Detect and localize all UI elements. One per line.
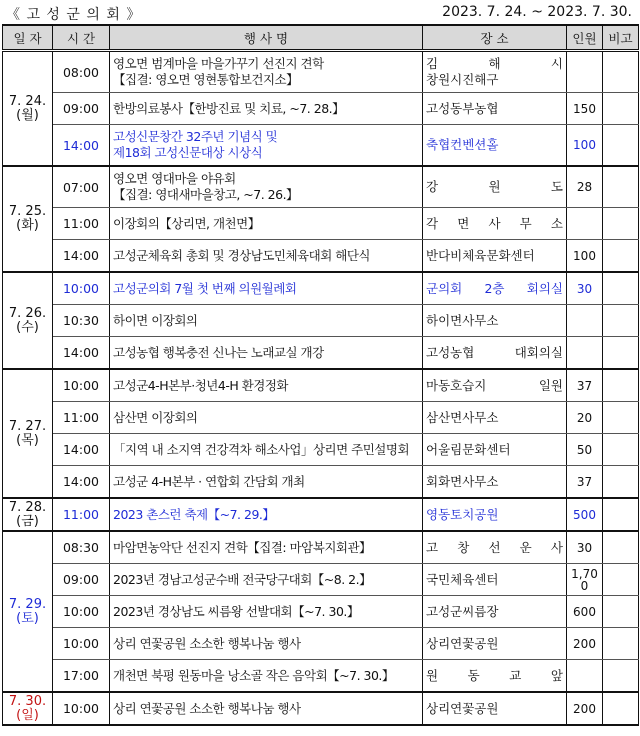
time-cell: 14:00 [53,434,110,466]
time-cell: 10:30 [53,305,110,337]
place-cell: 고성동부농협 [423,93,567,125]
event-name-cell: 고성군4-H본부·청년4-H 환경정화 [110,369,423,402]
schedule-period: 2023. 7. 24. ~ 2023. 7. 30. [442,4,632,20]
attendee-count-cell: 50 [567,434,603,466]
time-cell: 07:00 [53,166,110,208]
remarks-cell [603,660,639,693]
time-cell: 09:00 [53,564,110,596]
table-row [3,369,639,402]
time-cell: 10:00 [53,272,110,305]
event-name-cell: 고성군의회 7월 첫 번째 의원월례회 [110,272,423,305]
place-cell: 상리연꽃공원 [423,692,567,725]
event-name-cell: 고성신문창간 32주년 기념식 및 제18회 고성신문대상 시상식 [110,125,423,167]
time-cell: 10:00 [53,692,110,725]
place-cell: 마동호습지 일원 [423,369,567,402]
event-name-cell: 상리 연꽃공원 소소한 행복나눔 행사 [110,692,423,725]
remarks-cell [603,337,639,370]
date-label: 7. 29. [8,596,47,612]
event-name-cell: 2023 촌스런 축제【~7. 29.】 [110,498,423,531]
place-cell: 고성군씨름장 [423,596,567,628]
time-cell: 14:00 [53,466,110,499]
time-cell: 14:00 [53,337,110,370]
remarks-cell [603,692,639,725]
event-name-cell: 2023년 경남고성군수배 전국당구대회【~8. 2.】 [110,564,423,596]
attendee-count-cell [567,305,603,337]
place-cell: 반다비체육문화센터 [423,240,567,273]
table-row [3,531,639,564]
attendee-count-cell: 600 [567,596,603,628]
date-cell [3,692,53,725]
column-header-remarks: 비고 [603,25,639,51]
schedule-table [2,24,639,726]
weekday-label: (일) [16,707,39,723]
time-cell: 10:00 [53,369,110,402]
table-row [3,272,639,305]
weekday-label: (수) [16,319,39,335]
remarks-cell [603,434,639,466]
table-row [3,166,639,208]
attendee-count-cell: 37 [567,369,603,402]
attendee-count-cell: 28 [567,166,603,208]
time-cell: 14:00 [53,240,110,273]
event-name-cell: 상리 연꽃공원 소소한 행복나눔 행사 [110,628,423,660]
schedule-body [3,51,639,726]
weekday-label: (화) [16,218,39,233]
table-row [3,125,639,167]
remarks-cell [603,498,639,531]
attendee-count-cell: 500 [567,498,603,531]
date-label: 7. 25. [8,204,47,219]
table-row [3,692,639,725]
table-row [3,93,639,125]
remarks-cell [603,51,639,93]
column-header-attendees: 인원 [567,25,603,51]
date-label: 7. 26. [8,305,47,321]
attendee-count-cell: 200 [567,692,603,725]
event-name-cell: 「지역 내 소지역 건강격차 해소사업」상리면 주민설명회 [110,434,423,466]
date-label: 7. 27. [8,418,47,434]
place-cell: 축협컨벤션홀 [423,125,567,167]
attendee-count-cell: 1,70 0 [567,564,603,596]
attendee-count-cell: 100 [567,240,603,273]
place-cell: 각 면 사 무 소 [423,208,567,240]
place-cell: 김 해 시 창원시진해구 [423,51,567,93]
event-name-cell: 개천면 북평 원동마을 낭소골 작은 음악회【~7. 30.】 [110,660,423,693]
attendee-count-cell [567,51,603,93]
table-row [3,51,639,93]
time-cell: 10:00 [53,596,110,628]
column-header-event: 행 사 명 [110,25,423,51]
attendee-count-cell [567,208,603,240]
place-cell: 영동토치공원 [423,498,567,531]
remarks-cell [603,208,639,240]
attendee-count-cell: 30 [567,272,603,305]
event-name-cell: 이장회의【상리면, 개천면】 [110,208,423,240]
remarks-cell [603,166,639,208]
date-cell [3,369,53,498]
table-row [3,596,639,628]
date-cell [3,531,53,692]
place-cell: 하이면사무소 [423,305,567,337]
date-label: 7. 30. [8,693,47,709]
date-label: 7. 24. [8,93,47,109]
event-name-cell: 영오면 영대마을 야유회 【집결: 영대새마을창고, ~7. 26.】 [110,166,423,208]
time-cell: 17:00 [53,660,110,693]
remarks-cell [603,93,639,125]
document-title: 《 고 성 군 의 회 》 [6,7,142,23]
time-cell: 09:00 [53,93,110,125]
remarks-cell [603,628,639,660]
remarks-cell [603,369,639,402]
time-cell: 11:00 [53,498,110,531]
remarks-cell [603,564,639,596]
event-name-cell: 한방의료봉사【한방진료 및 치료, ~7. 28.】 [110,93,423,125]
remarks-cell [603,531,639,564]
date-label: 7. 28. [8,499,47,515]
place-cell: 군의회 2층 회의실 [423,272,567,305]
time-cell: 11:00 [53,402,110,434]
time-cell: 08:00 [53,51,110,93]
remarks-cell [603,240,639,273]
place-cell: 국민체육센터 [423,564,567,596]
table-row [3,208,639,240]
table-row [3,402,639,434]
column-header-date: 일 자 [3,25,53,51]
place-cell: 상리연꽃공원 [423,628,567,660]
place-cell: 고성농협 대회의실 [423,337,567,370]
weekday-label: (금) [16,513,39,529]
weekday-label: (월) [16,107,39,123]
place-cell: 삼산면사무소 [423,402,567,434]
event-name-cell: 2023년 경상남도 씨름왕 선발대회【~7. 30.】 [110,596,423,628]
date-cell [3,51,53,167]
event-name-cell: 고성농협 행복충전 신나는 노래교실 개강 [110,337,423,370]
remarks-cell [603,466,639,499]
table-row [3,498,639,531]
table-row [3,628,639,660]
table-row [3,337,639,370]
place-cell: 강 원 도 [423,166,567,208]
remarks-cell [603,125,639,167]
time-cell: 11:00 [53,208,110,240]
weekday-label: (목) [16,432,39,448]
attendee-count-cell [567,660,603,693]
event-name-cell: 하이면 이장회의 [110,305,423,337]
attendee-count-cell: 30 [567,531,603,564]
column-header-place: 장 소 [423,25,567,51]
place-cell: 고 창 선 운 사 [423,531,567,564]
attendee-count-cell: 37 [567,466,603,499]
event-name-cell: 고성군 4-H본부 · 연합회 간담회 개최 [110,466,423,499]
attendee-count-cell [567,337,603,370]
attendee-count-cell: 20 [567,402,603,434]
time-cell: 14:00 [53,125,110,167]
remarks-cell [603,305,639,337]
attendee-count-cell: 150 [567,93,603,125]
table-row [3,305,639,337]
column-header-time: 시 간 [53,25,110,51]
table-row [3,240,639,273]
remarks-cell [603,402,639,434]
table-row [3,466,639,499]
table-row [3,434,639,466]
place-cell: 원 동 교 앞 [423,660,567,693]
time-cell: 10:00 [53,628,110,660]
place-cell: 어울림문화센터 [423,434,567,466]
event-name-cell: 영오면 범계마을 마을가꾸기 선진지 견학 【집결: 영오면 영현통합보건지소】 [110,51,423,93]
attendee-count-cell: 200 [567,628,603,660]
time-cell: 08:30 [53,531,110,564]
date-cell [3,166,53,272]
event-name-cell: 삼산면 이장회의 [110,402,423,434]
event-name-cell: 고성군체육회 총회 및 경상남도민체육대회 해단식 [110,240,423,273]
date-cell [3,272,53,369]
event-name-cell: 마암면농악단 선진지 견학【집결: 마암복지회관】 [110,531,423,564]
attendee-count-cell: 100 [567,125,603,167]
place-cell: 회화면사무소 [423,466,567,499]
date-cell [3,498,53,531]
document-header [0,0,640,24]
table-row [3,564,639,596]
table-header-row [3,25,639,51]
remarks-cell [603,272,639,305]
table-row [3,660,639,693]
remarks-cell [603,596,639,628]
weekday-label: (토) [16,610,39,626]
